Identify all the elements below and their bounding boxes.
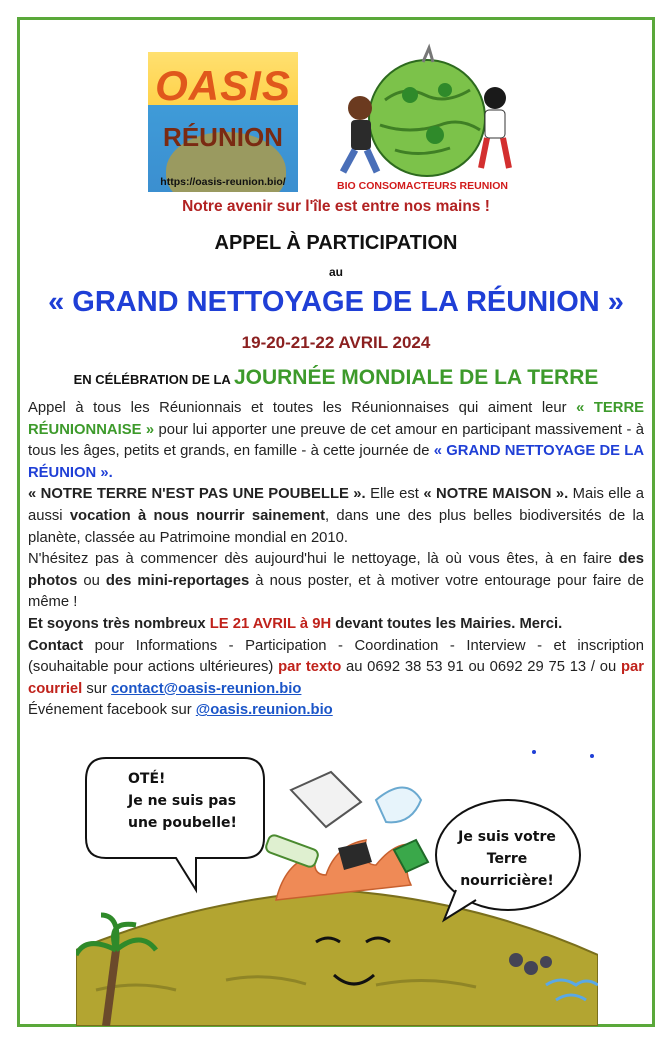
event-dates: 19-20-21-22 AVRIL 2024 — [241, 333, 431, 352]
celebration-main: JOURNÉE MONDIALE DE LA TERRE — [233, 366, 599, 389]
p5-courriel: par courriel — [28, 659, 644, 697]
p3-text-a: N'hésitez pas à commencer dès aujourd'hui le nettoyage, là où vous êtes, à en faire — [28, 551, 619, 568]
p2-poubelle: « NOTRE TERRE N'EST PAS UNE POUBELLE ». — [28, 486, 366, 503]
p3-photos: des photos — [28, 551, 644, 589]
p5-contact: Contact — [28, 637, 84, 654]
p3-ou: ou — [77, 572, 106, 589]
p1-text-a: Appel à tous les Réunionnais et toutes les Réunionnaises qui aiment leur — [28, 400, 577, 416]
left-bubble-line: OTÉ! — [128, 771, 166, 787]
p3-text-b: à nous poster, et à motiver votre entourage pour faire de même ! — [28, 572, 644, 611]
right-speech-bubble — [443, 826, 571, 892]
globe-people-illustration — [315, 40, 530, 180]
celebration-line — [0, 366, 672, 390]
logo-reunion-word: RÉUNION — [163, 122, 283, 152]
bio-logo-label: BIO CONSOMACTEURS REUNION — [337, 180, 508, 192]
p5-texto: par texto — [278, 659, 342, 676]
bio-consomacteurs-logo — [315, 40, 530, 196]
earth-illustration — [76, 750, 598, 1026]
p1-event: « GRAND NETTOYAGE DE LA RÉUNION ». — [28, 443, 645, 481]
left-bubble-line: Je ne suis pas — [128, 793, 237, 809]
logo-url: https://oasis-reunion.bio/ — [160, 176, 286, 188]
p1-text-b: pour lui apporter une preuve de cet amour en participant massivement - à tous les âges, petits et grands, en famille - à cette journée de — [28, 421, 645, 460]
paragraph-contact — [28, 636, 644, 701]
p4-text-b: devant toutes les Mairies. Merci. — [331, 615, 563, 632]
p4-date: LE 21 AVRIL à 9H — [209, 615, 332, 632]
p2-text-c: , dans une des plus belles biodiversités de la planète, classée au Patrimoine mondial en 2010. — [28, 507, 645, 546]
tagline: Notre avenir sur l'île est entre nos mains ! — [182, 198, 490, 215]
p1-terre: « TERRE RÉUNIONNAISE » — [28, 400, 645, 438]
left-speech-bubble — [128, 768, 237, 834]
p2-vocation: vocation à nous nourrir sainement — [69, 507, 326, 524]
au-word: au — [328, 265, 343, 279]
oasis-reunion-logo — [148, 52, 298, 192]
paragraph-poubelle — [28, 484, 644, 549]
facebook-link[interactable]: @oasis.reunion.bio — [195, 702, 333, 719]
paragraph-mairies — [28, 614, 644, 636]
right-bubble-line: Je suis votre — [458, 829, 556, 845]
paragraph-facebook — [28, 700, 644, 722]
celebration-prefix: EN CÉLÉBRATION DE LA — [73, 372, 234, 387]
p2-text-a: Elle est — [365, 486, 424, 503]
paragraph-appel — [28, 398, 644, 484]
p5-text-c: sur — [82, 680, 112, 697]
right-bubble-line: nourricière! — [460, 873, 554, 889]
left-bubble-line: une poubelle! — [128, 815, 237, 831]
p5-text-b: au 0692 38 53 91 ou 0692 29 75 13 / ou — [341, 659, 621, 676]
p2-text-b: Mais elle a aussi — [28, 486, 644, 524]
p3-mini: des mini-reportages — [105, 572, 250, 589]
right-bubble-line: Terre — [486, 851, 528, 867]
event-title: « GRAND NETTOYAGE DE LA RÉUNION » — [48, 286, 624, 318]
contact-email-link[interactable]: contact@oasis-reunion.bio — [111, 680, 302, 697]
p4-text-a: Et soyons très nombreux — [28, 615, 210, 632]
logo-oasis-word: OASIS — [155, 62, 291, 109]
paragraph-nettoyage — [28, 549, 644, 614]
p5-text-a: pour Informations - Participation - Coordination - Interview - et inscription (souhaitable pour actions ultérieures) — [28, 637, 644, 676]
p6-text-a: Événement facebook sur — [28, 702, 196, 719]
body-text — [28, 398, 644, 722]
appel-title: APPEL À PARTICIPATION — [214, 232, 458, 254]
p2-maison: « NOTRE MAISON ». — [423, 486, 569, 503]
